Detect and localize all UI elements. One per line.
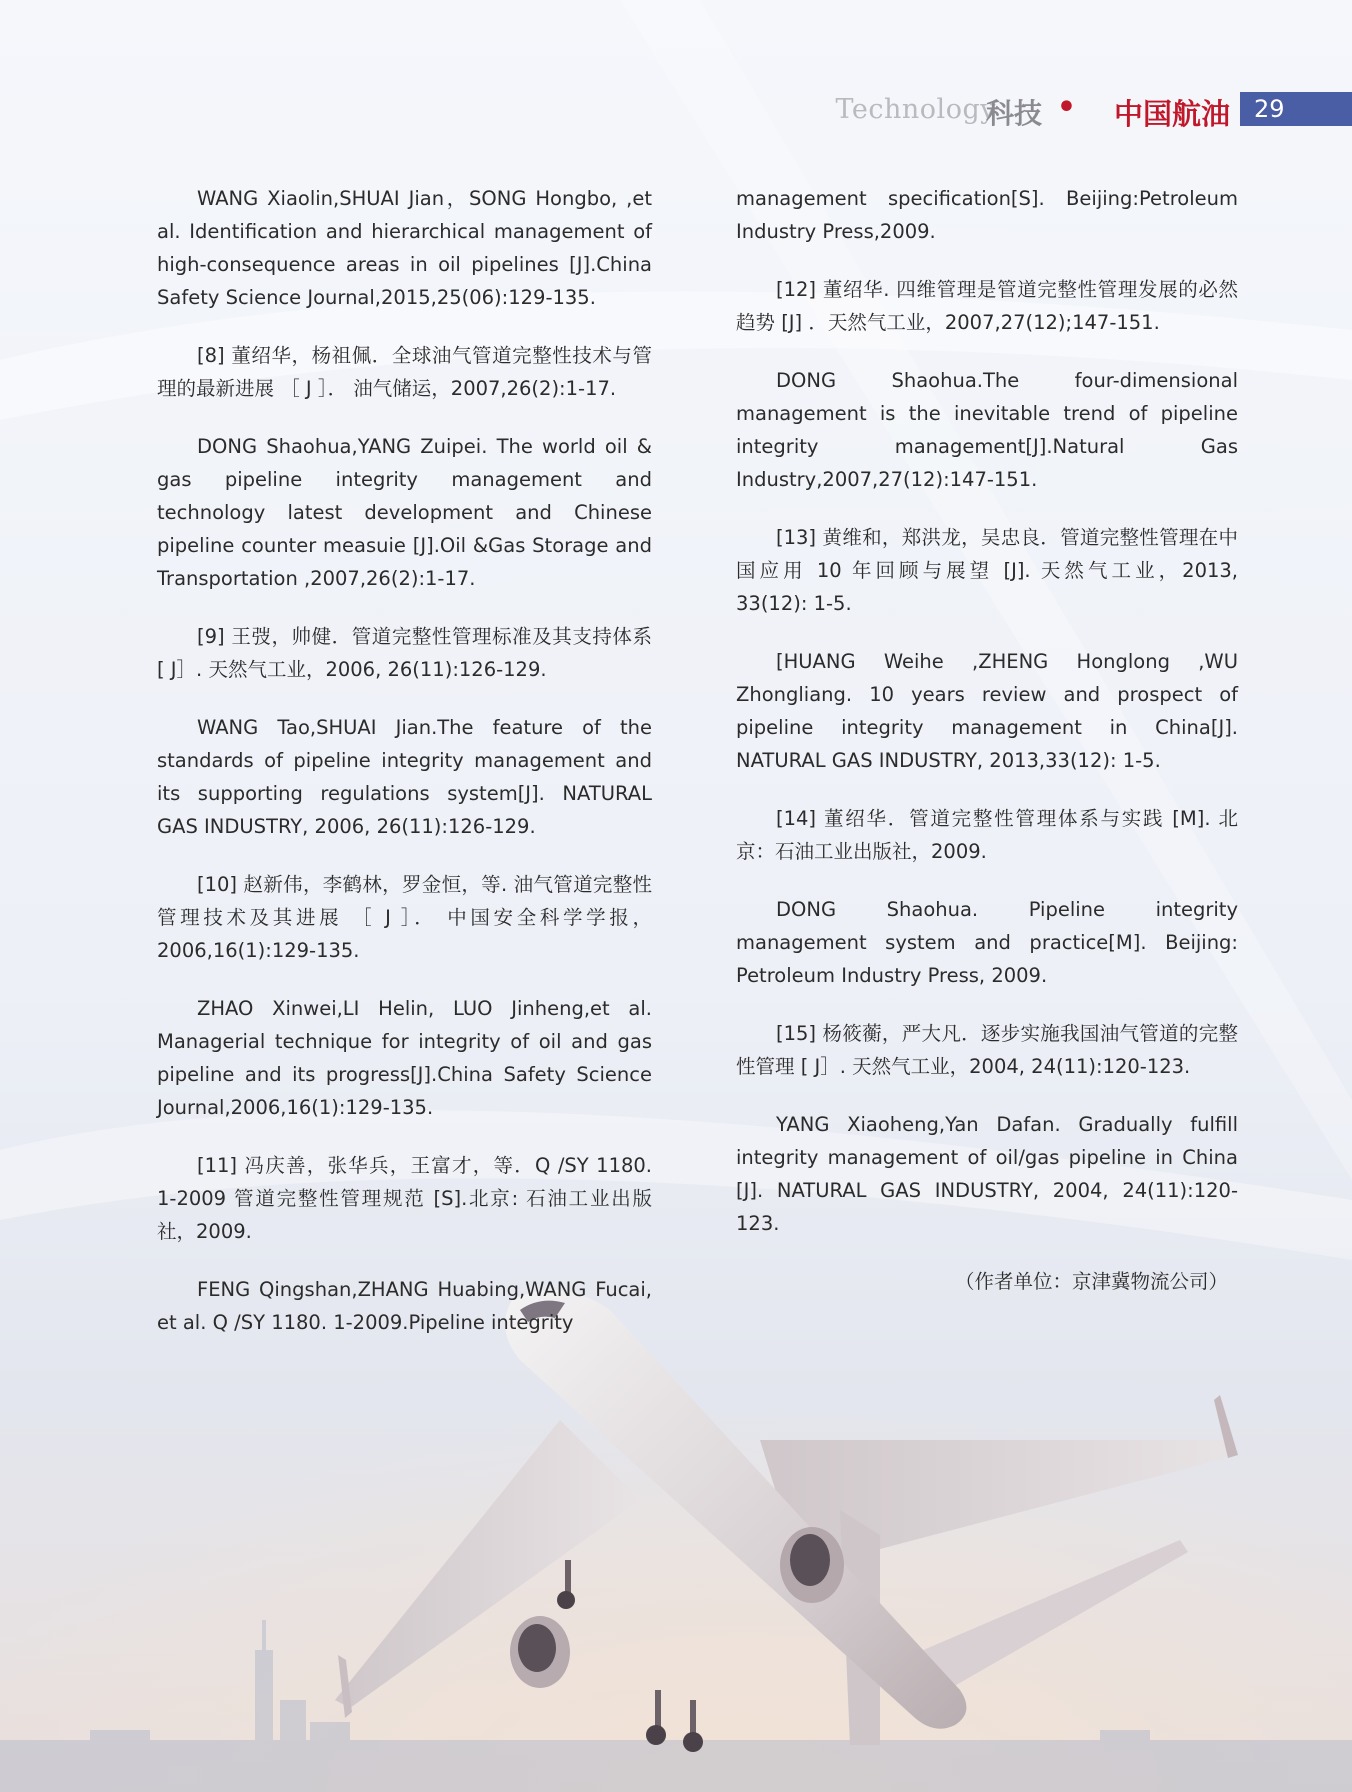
reference-paragraph: DONG Shaohua. Pipeline integrity management system and practice[M]. Beijing: Petroleum Industry Press, 2009. bbox=[736, 898, 1238, 987]
page-number: 29 bbox=[1240, 92, 1352, 126]
header-brand: 中国航油 bbox=[1113, 97, 1230, 131]
left-column bbox=[157, 182, 652, 1364]
reference-paragraph: [13] 黄维和，郑洪龙，吴忠良．管道完整性管理在中国应用 10 年回顾与展望 [J]. 天然气工业，2013, 33(12): 1-5. bbox=[736, 526, 1238, 615]
reference-paragraph: FENG Qingshan,ZHANG Huabing,WANG Fucai, et al. Q /SY 1180. 1-2009.Pipeline integrity bbox=[157, 1278, 652, 1334]
reference-paragraph: [12] 董绍华. 四维管理是管道完整性管理发展的必然趋势 [J] ．天然气工业，2007,27(12);147-151. bbox=[736, 278, 1238, 334]
reference-paragraph: WANG Xiaolin,SHUAI Jian，SONG Hongbo, ,et al. Identification and hierarchical management of high-consequence areas in oil pipelines [J].China Safety Science Journal,2015,25(06):129-135. bbox=[157, 187, 652, 309]
reference-paragraph: WANG Tao,SHUAI Jian.The feature of the standards of pipeline integrity management and its supporting regulations system[J]. NATURAL GAS INDUSTRY, 2006, 26(11):126-129. bbox=[157, 716, 652, 838]
reference-paragraph: [8] 董绍华，杨祖佩．全球油气管道完整性技术与管理的最新进展 ［ J ］． 油气储运，2007,26(2):1-17. bbox=[157, 344, 652, 400]
reference-paragraph: [HUANG Weihe ,ZHENG Honglong ,WU Zhongliang. 10 years review and prospect of pipeline integrity management in China[J]. NATURAL GAS INDUSTRY, 2013,33(12): 1-5. bbox=[736, 650, 1238, 772]
header-section-cn: 科技 bbox=[985, 97, 1042, 130]
reference-paragraph: [14] 董绍华．管道完整性管理体系与实践 [M]. 北京：石油工业出版社，2009. bbox=[736, 807, 1238, 863]
reference-paragraph: [10] 赵新伟，李鹤林，罗金恒，等. 油气管道完整性管理技术及其进展 ［ J ］． 中国安全科学学报，2006,16(1):129-135. bbox=[157, 873, 652, 962]
header-separator: • bbox=[1056, 90, 1076, 125]
reference-paragraph: [15] 杨筱蘅，严大凡．逐步实施我国油气管道的完整性管理 [ J］. 天然气工业，2004, 24(11):120-123. bbox=[736, 1022, 1238, 1078]
reference-paragraph: [9] 王弢，帅健．管道完整性管理标准及其支持体系 [ J］. 天然气工业，2006, 26(11):126-129. bbox=[157, 625, 652, 681]
reference-paragraph: YANG Xiaoheng,Yan Dafan. Gradually fulfill integrity management of oil/gas pipeline in China [J]. NATURAL GAS INDUSTRY, 2004, 24(11):120-123. bbox=[736, 1113, 1238, 1235]
reference-paragraph: DONG Shaohua.The four-dimensional management is the inevitable trend of pipeline integrity management[J].Natural Gas Industry,2007,27(12):147-151. bbox=[736, 369, 1238, 491]
reference-paragraph: DONG Shaohua,YANG Zuipei. The world oil & gas pipeline integrity management and technology latest development and Chinese pipeline counter measuie [J].Oil &Gas Storage and Transportation ,2007,26(2):1-17. bbox=[157, 435, 652, 590]
header-section-en: Technology bbox=[835, 94, 996, 125]
reference-paragraph: [11] 冯庆善，张华兵，王富才，等．Q /SY 1180. 1-2009 管道完整性管理规范 [S].北京: 石油工业出版社，2009. bbox=[157, 1154, 652, 1243]
reference-paragraph: ZHAO Xinwei,LI Helin, LUO Jinheng,et al. Managerial technique for integrity of oil and gas pipeline and its progress[J].China Safety Science Journal,2006,16(1):129-135. bbox=[157, 997, 652, 1119]
page-header bbox=[0, 90, 1352, 131]
reference-paragraph: management specification[S]. Beijing:Petroleum Industry Press,2009. bbox=[736, 187, 1238, 243]
author-affiliation: （作者单位：京津冀物流公司） bbox=[954, 1270, 1228, 1293]
right-column bbox=[736, 182, 1238, 1298]
